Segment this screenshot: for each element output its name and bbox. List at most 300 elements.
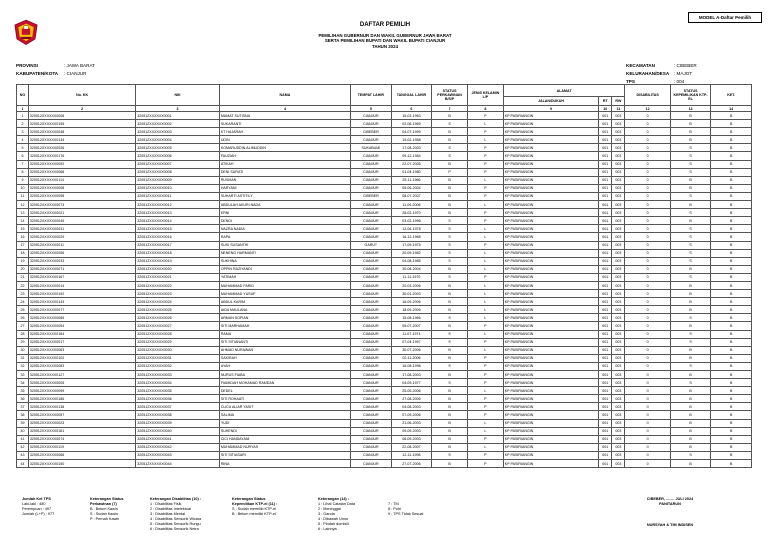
cell-dis: 0 [625,403,670,411]
cell-tempat: CIANJUR [351,120,392,128]
cell-nik: 320512XXXXXX0016 [136,233,220,241]
cell-kawin: S [432,273,468,281]
cell-nik: 320512XXXXXX0034 [136,379,220,387]
table-row [17,144,752,152]
cell-rw: 003 [612,419,625,427]
cell-rt: 001 [599,249,612,257]
info-label: KABUPATEN/KOTA [16,71,59,76]
cell-nik: 320512XXXXXX0018 [136,249,220,257]
cell-nama: KOMARUDDIN ALIMUDDIN [219,144,350,152]
cell-tgl: 28-02-1970 [391,209,432,217]
cell-tgl: 19-02-1958 [391,136,432,144]
cell-tgl: 11-07-1974 [391,330,432,338]
cell-ktp: B [670,371,711,379]
cell-tempat: CIANJUR [351,160,392,168]
cell-kawin: B [432,136,468,144]
table-row [17,192,752,200]
footer-legend-keterangan [318,497,355,532]
cell-ktp: B [670,443,711,451]
cell-rw: 003 [612,120,625,128]
cell-nama: RAMA [219,330,350,338]
cell-nik: 320512XXXXXX0044 [136,460,220,468]
cell-dis: 0 [625,249,670,257]
header-tempat-lahir: TEMPAT LAHIR [351,85,392,106]
cell-tgl: 17-08-2003 [391,371,432,379]
cell-rw: 003 [612,427,625,435]
region-info-left [16,63,95,79]
info-label: KECAMATAN [626,63,655,68]
cell-nama: SAKIRAH [219,354,350,362]
cell-rw: 003 [612,290,625,298]
cell-ket: B [711,152,752,160]
cell-nama: OPPIN RAZIYANDI [219,265,350,273]
cell-nik: 320512XXXXXX0008 [136,168,220,176]
cell-nik: 320512XXXXXX0026 [136,314,220,322]
cell-nkk: 320512XXXXXX0134 [28,136,135,144]
cell-no: 6 [17,152,29,160]
cell-tgl: 15-03-1963 [391,112,432,120]
cell-jk: L [467,265,503,273]
table-row [17,443,752,451]
cell-rt: 001 [599,371,612,379]
cell-nkk: 320512XXXXXX0056 [28,249,135,257]
cell-ket: B [711,128,752,136]
cell-ket: B [711,192,752,200]
cell-rt: 001 [599,265,612,273]
table-row [17,290,752,298]
cell-kawin: B [432,209,468,217]
cell-ket: B [711,160,752,168]
table-row [17,281,752,289]
cell-rt: 001 [599,192,612,200]
cell-dis: 0 [625,443,670,451]
cell-rw: 003 [612,128,625,136]
cell-rw: 003 [612,265,625,273]
cell-tgl: 25-11-1966 [391,176,432,184]
cell-dis: 0 [625,273,670,281]
cell-rt: 001 [599,298,612,306]
header-disabilitas: DISABILITAS [625,85,670,106]
cell-ktp: B [670,290,711,298]
cell-jalan: KP PASIRIANGIN [503,419,598,427]
cell-jalan: KP PASIRIANGIN [503,144,598,152]
cell-ket: B [711,249,752,257]
cell-tempat: CIANJUR [351,184,392,192]
cell-dis: 0 [625,346,670,354]
cell-dis: 0 [625,144,670,152]
cell-nama: CUCU ALIAR YASIT [219,403,350,411]
cell-tgl: 12-11-1998 [391,451,432,459]
cell-ktp: B [670,217,711,225]
cell-kawin: S [432,257,468,265]
cell-jalan: KP PASIRIANGIN [503,168,598,176]
cell-tgl: 21-06-2003 [391,419,432,427]
cell-ktp: B [670,201,711,209]
cell-ket: B [711,395,752,403]
table-row [17,298,752,306]
cell-nkk: 320512XXXXXX0143 [28,298,135,306]
subtitle-line-1: PEMILIHAN GUBERNUR DAN WAKIL GUBERNUR JAWA BARAT [318,33,452,38]
cell-jalan: KP PASIRIANGIN [503,330,598,338]
cell-kawin: B [432,427,468,435]
cell-kawin: S [432,152,468,160]
cell-kawin: S [432,120,468,128]
cell-no: 28 [17,330,29,338]
cell-tgl: 16-12-1968 [391,233,432,241]
cell-rt: 001 [599,128,612,136]
table-row [17,322,752,330]
cell-jalan: KP PASIRIANGIN [503,281,598,289]
cell-no: 38 [17,411,29,419]
cell-tgl: 07-09-2006 [391,411,432,419]
cell-nama: ERNI [219,209,350,217]
voter-table-body [17,112,752,468]
table-row [17,338,752,346]
table-row [17,225,752,233]
cell-nama: SITI SITIASARI [219,451,350,459]
cell-tempat: CIANJUR [351,451,392,459]
cell-ktp: S [670,168,711,176]
cell-rt: 001 [599,201,612,209]
cell-jk: P [467,209,503,217]
cell-nik: 320512XXXXXX0022 [136,281,220,289]
cell-nik: 320512XXXXXX0001 [136,112,220,120]
cell-no: 40 [17,427,29,435]
table-row [17,120,752,128]
legend-item: 9 : TPS Tidak Sesuai [388,512,424,516]
cell-no: 32 [17,362,29,370]
cell-ktp: S [670,273,711,281]
cell-nkk: 320512XXXXXX0155 [28,120,135,128]
cell-tempat: CIANJUR [351,249,392,257]
footer-legend-perkawinan [90,497,124,522]
cell-rw: 003 [612,217,625,225]
cell-jalan: KP PASIRIANGIN [503,346,598,354]
cell-no: 22 [17,281,29,289]
cell-tgl: 04-09-1977 [391,379,432,387]
cell-kawin: B [432,395,468,403]
cell-nama: YUDI [219,419,350,427]
cell-dis: 0 [625,387,670,395]
cell-jk: L [467,249,503,257]
cell-nkk: 320512XXXXXX0150 [28,460,135,468]
cell-rt: 001 [599,346,612,354]
cell-nkk: 320512XXXXXX0098 [28,192,135,200]
cell-tgl: 25-05-2006 [391,387,432,395]
cell-rw: 003 [612,257,625,265]
cell-tgl: 17-09-1975 [391,241,432,249]
table-row [17,362,752,370]
table-row [17,136,752,144]
cell-rt: 001 [599,257,612,265]
cell-kawin: B [432,354,468,362]
cell-rt: 001 [599,395,612,403]
cell-kawin: S [432,362,468,370]
cell-nik: 320512XXXXXX0003 [136,128,220,136]
cell-rt: 001 [599,451,612,459]
legend-item: 3 : Ganda [318,512,335,516]
cell-no: 37 [17,403,29,411]
cell-tempat: CIANJUR [351,217,392,225]
cell-dis: 0 [625,201,670,209]
cell-jalan: KP PASIRIANGIN [503,152,598,160]
footer-signature [610,497,730,528]
table-row [17,201,752,209]
cell-rt: 001 [599,168,612,176]
cell-dis: 0 [625,330,670,338]
header-nik: NIK [136,85,220,106]
cell-ktp: S [670,451,711,459]
cell-rt: 001 [599,281,612,289]
cell-tempat: GARUT [351,241,392,249]
column-number: 14 [711,106,752,112]
legend-title: Keterangan (14) : [318,497,350,501]
cell-nik: 320512XXXXXX0019 [136,257,220,265]
cell-nama: SUSI SUSANTHI [219,241,350,249]
cell-jk: P [467,273,503,281]
cell-nama: RAPA [219,233,350,241]
cell-rw: 003 [612,233,625,241]
cell-tgl: 16-08-1998 [391,362,432,370]
cell-kawin: P [432,168,468,176]
column-number: 9 [503,106,598,112]
cell-nik: 320512XXXXXX0027 [136,322,220,330]
cell-nkk: 320512XXXXXX0048 [28,128,135,136]
cell-tgl: 04-07-1999 [391,128,432,136]
column-number: 11 [612,106,625,112]
cell-no: 29 [17,338,29,346]
cell-jk: L [467,443,503,451]
cell-tempat: CIANJUR [351,354,392,362]
cell-nik: 320512XXXXXX0032 [136,362,220,370]
cell-dis: 0 [625,298,670,306]
cell-tgl: 18-09-2005 [391,306,432,314]
cell-nkk: 320512XXXXXX0029 [28,233,135,241]
column-number: 2 [28,106,135,112]
cell-no: 34 [17,379,29,387]
cell-jalan: KP PASIRIANGIN [503,379,598,387]
cell-rt: 001 [599,144,612,152]
table-row [17,354,752,362]
cell-jalan: KP PASIRIANGIN [503,249,598,257]
cell-nama: RUSMAN [219,176,350,184]
cell-no: 23 [17,290,29,298]
cell-nik: 320512XXXXXX0041 [136,435,220,443]
cell-rw: 003 [612,346,625,354]
cell-dis: 0 [625,451,670,459]
column-number: 1 [17,106,29,112]
cell-dis: 0 [625,322,670,330]
header-rt: RT [599,97,612,106]
cell-no: 24 [17,298,29,306]
cell-kawin: B [432,322,468,330]
cell-ktp: B [670,387,711,395]
cell-tempat: CIANJUR [351,371,392,379]
cell-tempat: CIANJUR [351,314,392,322]
cell-nkk: 320512XXXXXX0023 [28,419,135,427]
cell-ket: B [711,371,752,379]
cell-nama: RINA [219,460,350,468]
cell-no: 27 [17,322,29,330]
cell-jalan: KP PASIRIANGIN [503,128,598,136]
cell-nama: NAZRA NADIA [219,225,350,233]
cell-rt: 001 [599,160,612,168]
cell-nkk: 320512XXXXXX0033 [28,257,135,265]
table-row [17,314,752,322]
cell-no: 44 [17,460,29,468]
cell-nama: MUHAMMAD FARID [219,281,350,289]
cell-ktp: S [670,314,711,322]
cell-nama: ABDULAH AKURI NADA [219,201,350,209]
table-row [17,306,752,314]
cell-jalan: KP PASIRIANGIN [503,225,598,233]
cell-tempat: CIANJUR [351,281,392,289]
cell-dis: 0 [625,184,670,192]
footer-totals-line: Perempuan : 497 [22,507,52,511]
cell-jalan: KP PASIRIANGIN [503,201,598,209]
document-title: DAFTAR PEMILIH [359,22,411,28]
cell-tempat: CIBEBER [351,192,392,200]
cell-kawin: S [432,241,468,249]
cell-ket: B [711,443,752,451]
table-row [17,241,752,249]
cell-nama: SITI MARHAMAH [219,322,350,330]
cell-no: 25 [17,306,29,314]
cell-no: 19 [17,257,29,265]
cell-jk: P [467,241,503,249]
cell-ket: B [711,411,752,419]
cell-rt: 001 [599,112,612,120]
cell-rt: 001 [599,120,612,128]
cell-tempat: CIANJUR [351,306,392,314]
cell-jk: P [467,354,503,362]
cell-nik: 320512XXXXXX0030 [136,346,220,354]
cell-ket: B [711,290,752,298]
cell-dis: 0 [625,192,670,200]
table-row [17,273,752,281]
cell-no: 41 [17,435,29,443]
cell-tgl: 22-08-2007 [391,443,432,451]
voter-table [16,84,752,468]
cell-ktp: S [670,379,711,387]
cell-nkk: 320512XXXXXX0014 [28,281,135,289]
cell-nama: KT HAJARAH [219,128,350,136]
cell-no: 17 [17,241,29,249]
cell-no: 14 [17,217,29,225]
cell-ktp: B [670,120,711,128]
cell-tgl: 03-02-1996 [391,217,432,225]
cell-ktp: B [670,176,711,184]
cell-dis: 0 [625,233,670,241]
cell-jk: L [467,233,503,241]
cell-no: 3 [17,128,29,136]
cell-jalan: KP PASIRIANGIN [503,387,598,395]
cell-nik: 320512XXXXXX0028 [136,330,220,338]
cell-nkk: 320512XXXXXX0186 [28,395,135,403]
cell-nkk: 320512XXXXXX0114 [28,176,135,184]
column-number: 13 [670,106,711,112]
cell-kawin: B [432,112,468,120]
cell-nkk: 320512XXXXXX0138 [28,403,135,411]
cell-tgl: 17-08-2003 [391,144,432,152]
cell-dis: 0 [625,281,670,289]
cell-tempat: CIANJUR [351,322,392,330]
info-row-kabupaten [16,71,95,79]
cell-ktp: S [670,241,711,249]
cell-rw: 003 [612,192,625,200]
cell-ket: B [711,233,752,241]
cell-ktp: S [670,233,711,241]
cell-jalan: KP PASIRIANGIN [503,322,598,330]
cell-ktp: B [670,460,711,468]
cell-nik: 320512XXXXXX0039 [136,419,220,427]
legend-item: S : Sudah Kawin [90,512,119,516]
cell-nik: 320512XXXXXX0014 [136,217,220,225]
signature-place-date: CIBEBER, ........ JULI 2024 [646,497,694,501]
footer-totals-line: Laki-laki : 480 [22,502,46,506]
cell-kawin: B [432,184,468,192]
cell-rw: 003 [612,152,625,160]
cell-jalan: KP PASIRIANGIN [503,265,598,273]
legend-item: 5 : Pindah domisili [318,522,349,526]
signature-title: PANITARUN [659,502,681,506]
cell-jk: P [467,371,503,379]
table-row [17,249,752,257]
cell-jalan: KP PASIRIANGIN [503,184,598,192]
cell-tgl: 20-09-1982 [391,249,432,257]
cell-dis: 0 [625,379,670,387]
table-row [17,128,752,136]
cell-nama: DENDI [219,217,350,225]
cell-rw: 003 [612,241,625,249]
cell-dis: 0 [625,176,670,184]
cell-tempat: CIANJUR [351,290,392,298]
cell-tgl: 30-07-2006 [391,346,432,354]
cell-no: 20 [17,265,29,273]
cell-rw: 003 [612,314,625,322]
cell-ket: B [711,225,752,233]
cell-dis: 0 [625,411,670,419]
footer-totals [22,497,54,517]
legend-item: 1 : Disabilitas Fisik [150,502,182,506]
cell-kawin: B [432,346,468,354]
cell-dis: 0 [625,160,670,168]
cell-nama: MUHAMMAD NURYAS [219,443,350,451]
cell-tempat: CIANJUR [351,176,392,184]
table-row [17,346,752,354]
cell-rw: 003 [612,176,625,184]
cell-rt: 001 [599,435,612,443]
cell-nik: 320512XXXXXX0005 [136,144,220,152]
cell-dis: 0 [625,209,670,217]
cell-no: 2 [17,120,29,128]
cell-ket: B [711,387,752,395]
cell-jk: L [467,387,503,395]
legend-item: 4 : Dibawah Umur [318,517,349,521]
cell-dis: 0 [625,257,670,265]
cell-ket: B [711,184,752,192]
cell-ket: B [711,257,752,265]
cell-nkk: 320512XXXXXX0068 [28,168,135,176]
cell-rt: 001 [599,176,612,184]
info-row-provinsi [16,63,95,71]
column-number: 7 [432,106,468,112]
cell-dis: 0 [625,419,670,427]
kpu-logo-icon [12,18,40,46]
info-label: PROVINSI [16,63,38,68]
cell-tempat: CIANJUR [351,273,392,281]
cell-nkk: 320512XXXXXX0119 [28,443,135,451]
